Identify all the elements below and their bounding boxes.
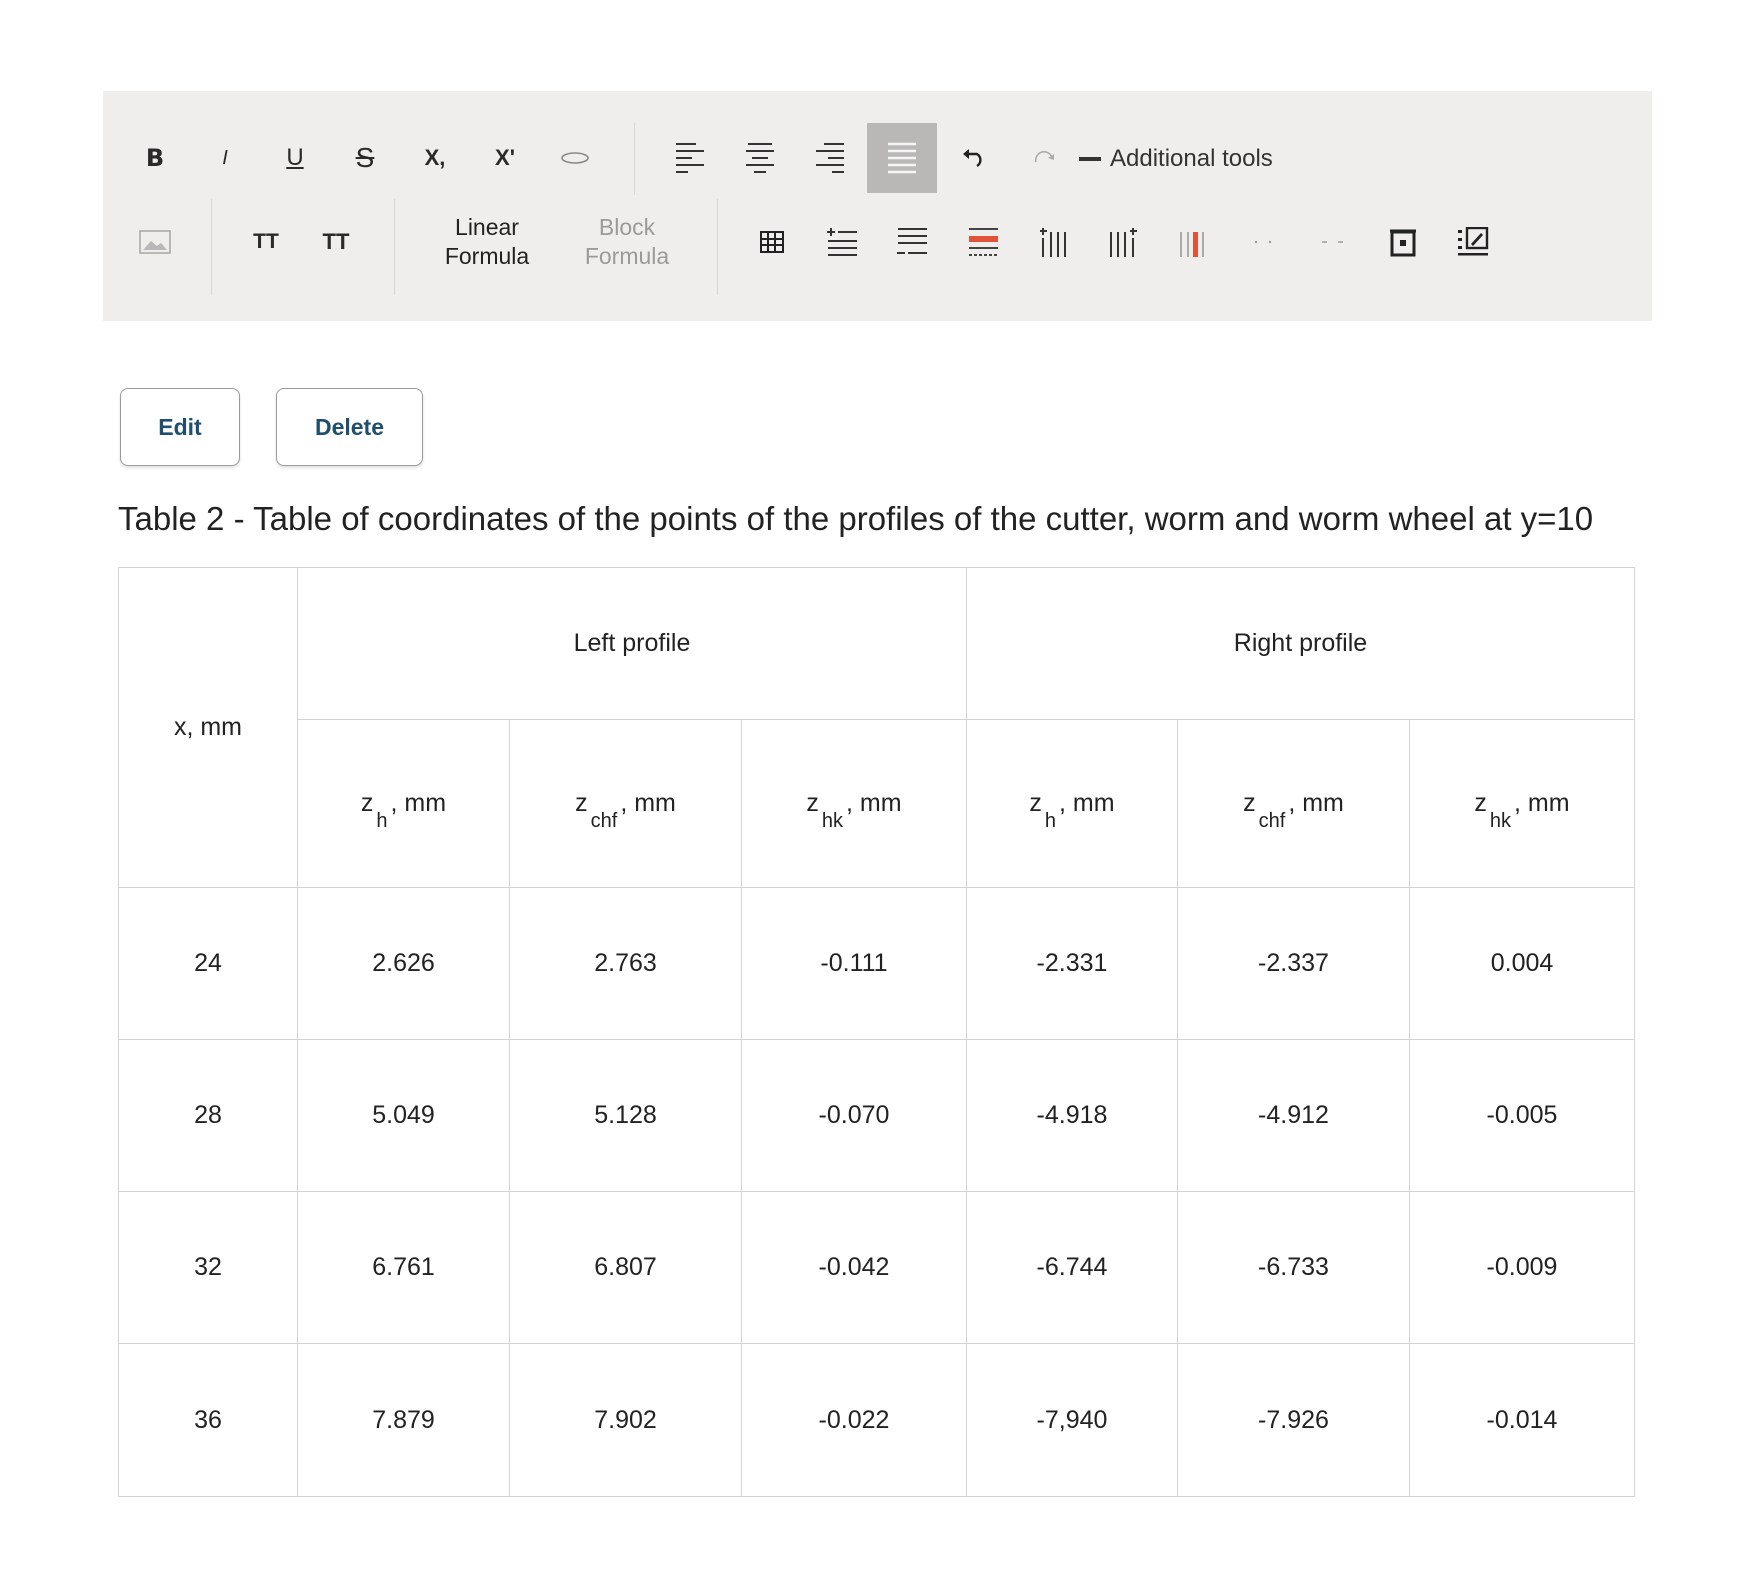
cell-left-zhk: -0.042 — [742, 1192, 967, 1344]
additional-tools-toggle[interactable] — [1079, 145, 1273, 173]
cell-left-zchf: 6.807 — [510, 1192, 742, 1344]
col-unit: , mm — [620, 789, 676, 817]
col-unit: , mm — [846, 789, 902, 817]
col-subscript: h — [376, 810, 388, 832]
table-icon[interactable] — [737, 207, 807, 277]
cell-right-zhk: -0.005 — [1410, 1040, 1635, 1192]
cell-left-zh: 6.761 — [298, 1192, 510, 1344]
bold-button[interactable]: B — [145, 144, 165, 172]
cell-left-zchf: 7.902 — [510, 1344, 742, 1497]
split-cells-icon[interactable] — [1298, 207, 1368, 277]
cell-left-zhk: -0.111 — [742, 888, 967, 1040]
toolbar-divider — [394, 199, 395, 295]
col-symbol: z — [1029, 789, 1042, 817]
cell-right-zhk: 0.004 — [1410, 888, 1635, 1040]
insert-row-below-icon[interactable] — [877, 207, 947, 277]
cell-right-zhk: -0.014 — [1410, 1344, 1635, 1497]
toolbar-row-formatting — [103, 123, 1652, 203]
right-zh-header — [967, 720, 1178, 888]
insert-column-left-icon[interactable] — [1018, 207, 1088, 277]
block-formula-button[interactable] — [567, 213, 687, 271]
cell-right-zh: -7,940 — [967, 1344, 1178, 1497]
left-zh-header — [298, 720, 510, 888]
cell-x: 28 — [119, 1040, 298, 1192]
delete-column-icon[interactable] — [1158, 207, 1228, 277]
linear-formula-line1: Linear — [455, 214, 519, 240]
strikethrough-button[interactable]: S — [355, 142, 375, 173]
cell-right-zchf: -7.926 — [1178, 1344, 1410, 1497]
left-zhk-header — [742, 720, 967, 888]
col-symbol: z — [1474, 789, 1487, 817]
col-symbol: z — [360, 789, 374, 817]
cell-right-zchf: -4.912 — [1178, 1040, 1410, 1192]
delete-row-icon[interactable] — [948, 207, 1018, 277]
toolbar-divider — [634, 123, 635, 195]
cell-x: 36 — [119, 1344, 298, 1497]
cell-left-zhk: -0.022 — [742, 1344, 967, 1497]
block-formula-line2: Formula — [584, 243, 670, 269]
cell-right-zhk: -0.009 — [1410, 1192, 1635, 1344]
cell-right-zchf: -6.733 — [1178, 1192, 1410, 1344]
table-row — [119, 888, 1635, 1040]
toolbar-divider — [717, 199, 718, 295]
table-caption: Table 2 - Table of coordinates of the points of the profiles of the cutter, worm and worm wheel at y=10 — [118, 500, 1594, 537]
col-unit: , mm — [1514, 789, 1570, 817]
col-subscript: hk — [821, 810, 844, 832]
cell-left-zh: 5.049 — [298, 1040, 510, 1192]
undo-icon[interactable] — [939, 123, 1009, 193]
right-profile-header: Right profile — [967, 568, 1635, 720]
align-right-icon[interactable] — [795, 123, 865, 193]
superscript-button[interactable]: X' — [495, 145, 515, 170]
col-subscript: hk — [1489, 810, 1512, 832]
block-formula-line1: Block — [598, 214, 656, 240]
left-zchf-header — [510, 720, 742, 888]
insert-row-above-icon[interactable] — [807, 207, 877, 277]
insert-column-right-icon[interactable] — [1088, 207, 1158, 277]
col-unit: , mm — [1288, 789, 1344, 817]
cell-right-zh: -2.331 — [967, 888, 1178, 1040]
cell-right-zchf: -2.337 — [1178, 888, 1410, 1040]
cell-right-zh: -6.744 — [967, 1192, 1178, 1344]
cell-left-zhk: -0.070 — [742, 1040, 967, 1192]
col-subscript: chf — [590, 810, 618, 832]
table-row — [119, 1344, 1635, 1497]
cell-left-zh: 2.626 — [298, 888, 510, 1040]
edit-button[interactable]: Edit — [120, 388, 240, 466]
cell-x: 32 — [119, 1192, 298, 1344]
left-profile-header: Left profile — [298, 568, 967, 720]
cell-right-zh: -4.918 — [967, 1040, 1178, 1192]
italic-button[interactable]: I — [222, 146, 228, 169]
table-row — [119, 1192, 1635, 1344]
font-size-increase-button[interactable]: TT — [322, 229, 350, 254]
col-unit: , mm — [390, 789, 447, 817]
underline-button[interactable]: U — [286, 144, 304, 171]
col-unit: , mm — [1059, 789, 1115, 817]
minus-icon — [1079, 157, 1101, 161]
align-left-icon[interactable] — [655, 123, 725, 193]
coordinates-table — [118, 567, 1635, 1497]
table-row — [119, 1040, 1635, 1192]
col-subscript: chf — [1258, 810, 1286, 832]
font-size-decrease-button[interactable]: TT — [253, 230, 279, 253]
linear-formula-button[interactable] — [427, 213, 547, 271]
merge-cells-icon[interactable] — [1228, 207, 1298, 277]
linear-formula-line2: Formula — [444, 243, 530, 269]
col-subscript: h — [1044, 810, 1057, 832]
cell-left-zchf: 2.763 — [510, 888, 742, 1040]
right-zhk-header — [1410, 720, 1635, 888]
editor-toolbar — [103, 91, 1652, 321]
subscript-button[interactable]: X, — [424, 145, 446, 170]
additional-tools-label: Additional tools — [1110, 145, 1273, 172]
redo-icon[interactable] — [1010, 123, 1080, 193]
image-icon[interactable] — [120, 207, 190, 277]
x-header: x, mm — [119, 568, 298, 888]
cell-left-zchf: 5.128 — [510, 1040, 742, 1192]
delete-table-icon[interactable] — [1368, 207, 1438, 277]
table-properties-icon[interactable] — [1438, 207, 1508, 277]
align-center-icon[interactable] — [725, 123, 795, 193]
cell-left-zh: 7.879 — [298, 1344, 510, 1497]
link-icon[interactable] — [540, 123, 610, 193]
cell-x: 24 — [119, 888, 298, 1040]
col-symbol: z — [806, 789, 819, 817]
delete-button[interactable]: Delete — [276, 388, 423, 466]
toolbar-row-insert — [103, 207, 1652, 287]
toolbar-divider — [211, 199, 212, 295]
align-justify-icon[interactable] — [867, 123, 937, 193]
col-symbol: z — [1243, 789, 1256, 817]
right-zchf-header — [1178, 720, 1410, 888]
col-symbol: z — [575, 789, 588, 817]
